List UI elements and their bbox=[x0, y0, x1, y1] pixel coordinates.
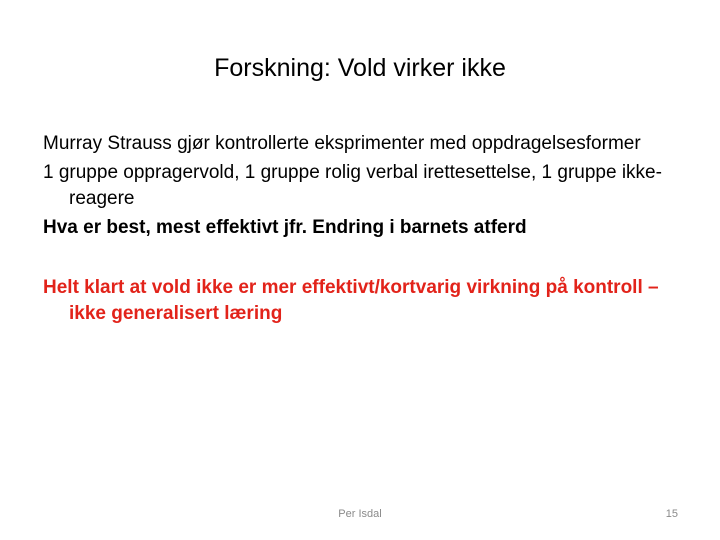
page-number: 15 bbox=[665, 508, 678, 520]
footer-author: Per Isdal bbox=[338, 508, 382, 520]
spacer bbox=[43, 244, 663, 275]
paragraph-conclusion: Helt klart at vold ikke er mer effektivt/kortvarig virkning på kontroll – ikke generalisert læring bbox=[43, 277, 659, 324]
slide-title: Forskning: Vold virker ikke bbox=[214, 54, 506, 82]
paragraph-groups: 1 gruppe oppragervold, 1 gruppe rolig verbal irettesettelse, 1 gruppe ikke-reagere bbox=[43, 162, 662, 209]
paragraph-experiment: Murray Strauss gjør kontrollerte eksprimenter med oppdragelsesformer bbox=[43, 133, 641, 154]
slide-body bbox=[43, 131, 663, 330]
paragraph-question: Hva er best, mest effektivt jfr. Endring i barnets atferd bbox=[43, 217, 527, 238]
